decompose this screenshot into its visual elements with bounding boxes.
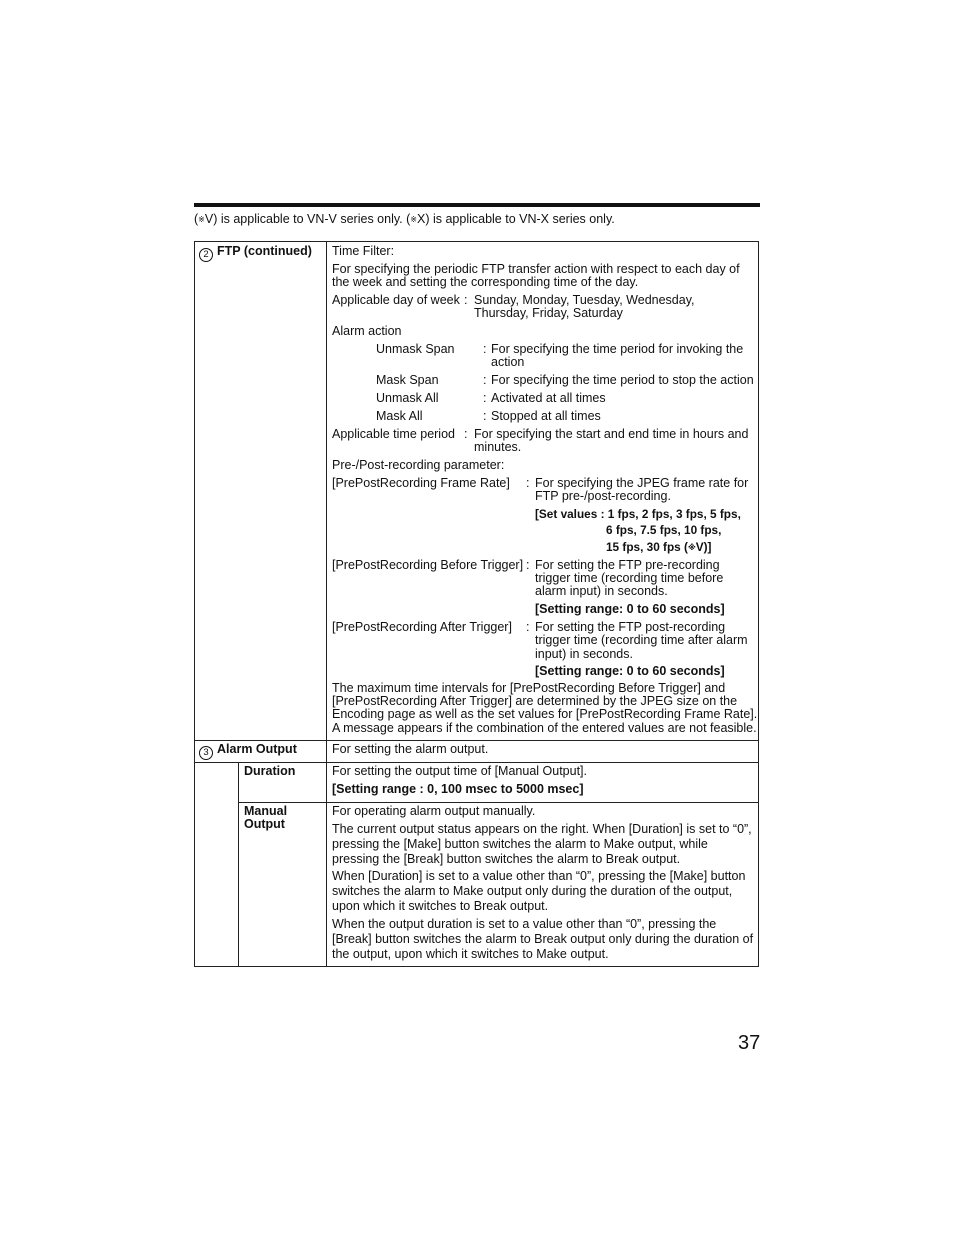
manual-paragraph-2: switches the alarm to Make output only during the duration of the output, — [332, 884, 733, 898]
frame-rate-label: [PrePostRecording Frame Rate] — [332, 476, 510, 490]
manual-paragraph-3: [Break] button switches the alarm to Break output only during the duration of — [332, 932, 754, 946]
alarm-action-desc: Stopped at all times — [491, 409, 601, 423]
colon: : — [483, 373, 487, 387]
alarm-action-desc: For specifying the time period to stop the action — [491, 373, 754, 387]
before-trigger-desc: For setting the FTP pre-recording — [535, 558, 720, 572]
alarm-action-desc: action — [491, 355, 525, 369]
alarm-action-name: Unmask All — [376, 391, 439, 405]
applicable-time-label: Applicable time period — [332, 427, 455, 441]
manual-paragraph-2: upon which it switches to Break output. — [332, 899, 549, 913]
time-filter-label: Time Filter: — [332, 244, 395, 258]
manual-paragraph-1: pressing the [Make] button switches the alarm to Make output, while — [332, 837, 708, 851]
alarm-action-label: Alarm action — [332, 324, 402, 338]
manual-output-label: Manual — [244, 804, 288, 818]
note-v-star: ※ — [198, 215, 205, 224]
duration-label: Duration — [244, 764, 296, 778]
manual-paragraph-1: The current output status appears on the right. When [Duration] is set to “0”, — [332, 822, 752, 836]
colon: : — [464, 427, 468, 441]
max-interval-note: The maximum time intervals for [PrePostRecording Before Trigger] and — [332, 681, 726, 695]
before-trigger-label: [PrePostRecording Before Trigger] — [332, 558, 524, 572]
prepost-label: Pre-/Post-recording parameter: — [332, 458, 505, 472]
applicable-time-value: For specifying the start and end time in hours and — [474, 427, 749, 441]
colon: : — [483, 342, 487, 356]
series-note: (※V) is applicable to VN-V series only. (※X) is applicable to VN-X series only. — [194, 212, 615, 226]
after-trigger-desc: trigger time (recording time after alarm — [535, 633, 748, 647]
manual-paragraph-3: the output, upon which it switches to Make output. — [332, 947, 609, 961]
manual-desc: For operating alarm output manually. — [332, 804, 536, 818]
manual-paragraph-3: When the output duration is set to a value other than “0”, pressing the — [332, 917, 717, 931]
max-interval-note: [PrePostRecording After Trigger] are determined by the JPEG size on the — [332, 694, 738, 708]
alarm-indent-cell — [194, 762, 239, 967]
colon: : — [483, 409, 487, 423]
before-trigger-range: [Setting range: 0 to 60 seconds] — [535, 602, 725, 616]
after-trigger-desc: For setting the FTP post-recording — [535, 620, 726, 634]
colon: : — [526, 476, 530, 490]
after-trigger-range: [Setting range: 0 to 60 seconds] — [535, 664, 725, 678]
manual-paragraph-2: When [Duration] is set to a value other than “0”, pressing the [Make] button — [332, 869, 746, 883]
frame-rate-star: ※ — [687, 543, 696, 552]
alarm-action-desc: Activated at all times — [491, 391, 606, 405]
alarm-section-title: 3 Alarm Output — [199, 743, 297, 760]
colon: : — [483, 391, 487, 405]
colon: : — [526, 620, 530, 634]
frame-rate-desc: For specifying the JPEG frame rate for — [535, 476, 749, 490]
frame-rate-values: [Set values : 1 fps, 2 fps, 3 fps, 5 fps, — [535, 507, 741, 521]
after-trigger-desc: input) in seconds. — [535, 647, 633, 661]
ftp-label-cell — [194, 241, 327, 741]
header-rule — [194, 203, 760, 207]
time-filter-desc-line: For specifying the periodic FTP transfer action with respect to each day of — [332, 262, 740, 276]
ftp-section-title: 2 FTP (continued) — [199, 245, 312, 262]
frame-rate-desc: FTP pre-/post-recording. — [535, 489, 671, 503]
time-filter-desc-line: the week and setting the corresponding time of the day. — [332, 275, 639, 289]
alarm-action-desc: For specifying the time period for invoking the — [491, 342, 744, 356]
manual-output-label: Output — [244, 817, 285, 831]
after-trigger-label: [PrePostRecording After Trigger] — [332, 620, 512, 634]
duration-desc: For setting the output time of [Manual Output]. — [332, 764, 587, 778]
before-trigger-desc: trigger time (recording time before — [535, 571, 724, 585]
colon: : — [464, 293, 468, 307]
max-interval-note: A message appears if the combination of the entered values are not feasible. — [332, 721, 757, 735]
manual-paragraph-1: pressing the [Break] button switches the alarm to Break output. — [332, 852, 681, 866]
duration-range: [Setting range : 0, 100 msec to 5000 msec] — [332, 782, 584, 796]
alarm-action-name: Mask Span — [376, 373, 439, 387]
alarm-action-name: Unmask Span — [376, 342, 455, 356]
applicable-day-value: Sunday, Monday, Tuesday, Wednesday, — [474, 293, 695, 307]
colon: : — [526, 558, 530, 572]
alarm-action-name: Mask All — [376, 409, 423, 423]
before-trigger-desc: alarm input) in seconds. — [535, 584, 668, 598]
frame-rate-values: 6 fps, 7.5 fps, 10 fps, — [606, 523, 722, 537]
applicable-day-value: Thursday, Friday, Saturday — [474, 306, 623, 320]
frame-rate-values: 15 fps, 30 fps (※V)] — [606, 540, 712, 554]
applicable-time-value: minutes. — [474, 440, 522, 454]
max-interval-note: Encoding page as well as the set values for [PrePostRecording Frame Rate]. — [332, 707, 758, 721]
applicable-day-label: Applicable day of week — [332, 293, 460, 307]
section-number-3: 3 — [199, 746, 213, 760]
section-number-2: 2 — [199, 248, 213, 262]
page-number: 37 — [738, 1032, 761, 1054]
alarm-desc: For setting the alarm output. — [332, 742, 489, 756]
note-x-star: ※ — [410, 215, 417, 224]
